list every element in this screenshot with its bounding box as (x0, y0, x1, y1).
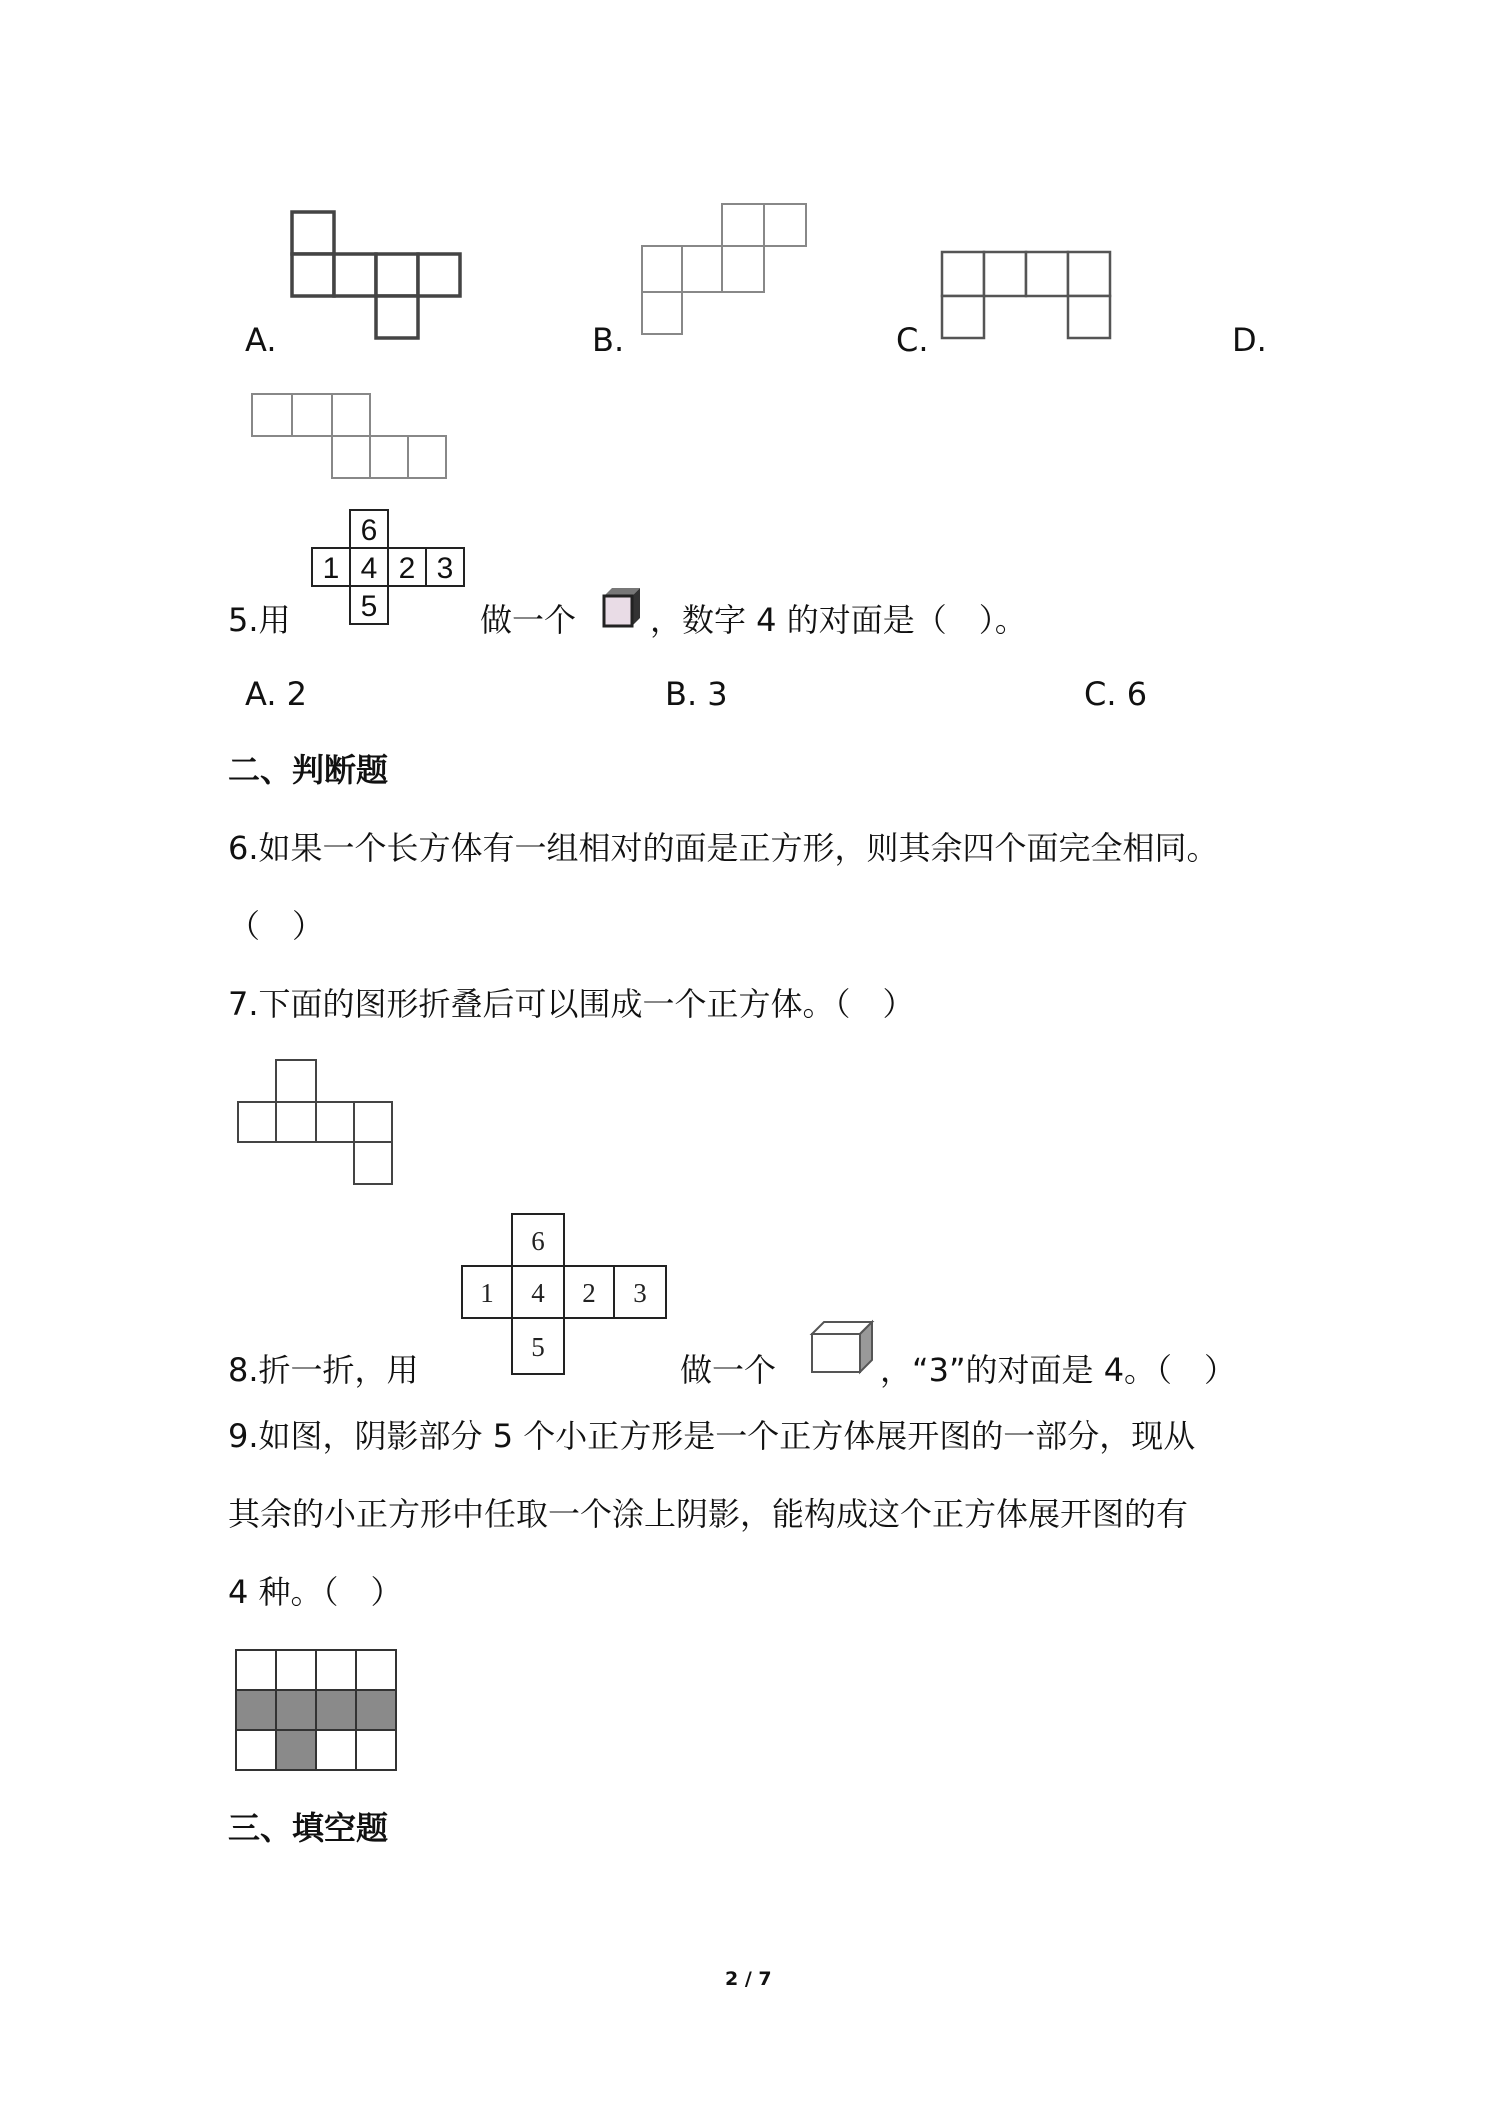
q5-prefix: 5.用 (228, 601, 291, 639)
q9-line1: 9.如图，阴影部分 5 个小正方形是一个正方体展开图的一部分，现从 (228, 1417, 1196, 1455)
q5-middle: 做一个 (480, 601, 577, 639)
q5-net-number-1: 1 (322, 552, 340, 585)
q6-line1: 6.如果一个长方体有一组相对的面是正方形，则其余四个面完全相同。 (228, 829, 1219, 867)
page-number: 2 / 7 (725, 1968, 772, 1990)
q8-cube-net-figure (460, 1212, 680, 1380)
section-3-title: 三、填空题 (228, 1809, 389, 1847)
option-c-label: C. (896, 321, 929, 359)
q7-text: 7.下面的图形折叠后可以围成一个正方体。（ ） (228, 985, 915, 1023)
option-a-net-figure (290, 210, 470, 346)
q5-option-b: B. 3 (665, 675, 728, 713)
option-b-label: B. (592, 321, 625, 359)
q8-net-number-5: 5 (531, 1332, 545, 1362)
q9-shaded-grid-figure (234, 1648, 404, 1774)
q5-net-number-5: 5 (360, 590, 378, 623)
q6-line2: （ ） (228, 907, 325, 945)
q8-net-number-3: 3 (633, 1278, 647, 1308)
q8-suffix: ，“3”的对面是 4。（ ） (880, 1351, 1237, 1389)
q7-net-figure (236, 1058, 406, 1188)
q8-net-number-6: 6 (531, 1226, 545, 1256)
option-d-net-figure (250, 392, 450, 482)
option-c-net-figure (940, 250, 1120, 346)
q8-net-number-2: 2 (582, 1278, 596, 1308)
q5-net-number-4: 4 (360, 552, 378, 585)
option-b-net-figure (640, 202, 820, 342)
q5-net-number-2: 2 (398, 552, 416, 585)
q5-option-c: C. 6 (1084, 675, 1148, 713)
q5-net-number-3: 3 (436, 552, 454, 585)
q9-line2: 其余的小正方形中任取一个涂上阴影，能构成这个正方体展开图的有 (228, 1495, 1189, 1533)
section-2-title: 二、判断题 (228, 751, 389, 789)
q5-cube-net-figure (310, 508, 470, 628)
q5-net-number-6: 6 (360, 514, 378, 547)
q8-prefix: 8.折一折，用 (228, 1351, 419, 1389)
q9-line3: 4 种。（ ） (228, 1573, 403, 1611)
option-d-label: D. (1232, 321, 1267, 359)
box-icon (806, 1318, 878, 1376)
q5-option-a: A. 2 (245, 675, 308, 713)
q5-suffix: ，数字 4 的对面是（ ）。 (650, 601, 1027, 639)
option-a-label: A. (245, 321, 277, 359)
q8-net-number-4: 4 (531, 1278, 545, 1308)
q8-net-number-1: 1 (480, 1278, 494, 1308)
q8-middle: 做一个 (680, 1351, 777, 1389)
cube-icon (600, 584, 644, 630)
